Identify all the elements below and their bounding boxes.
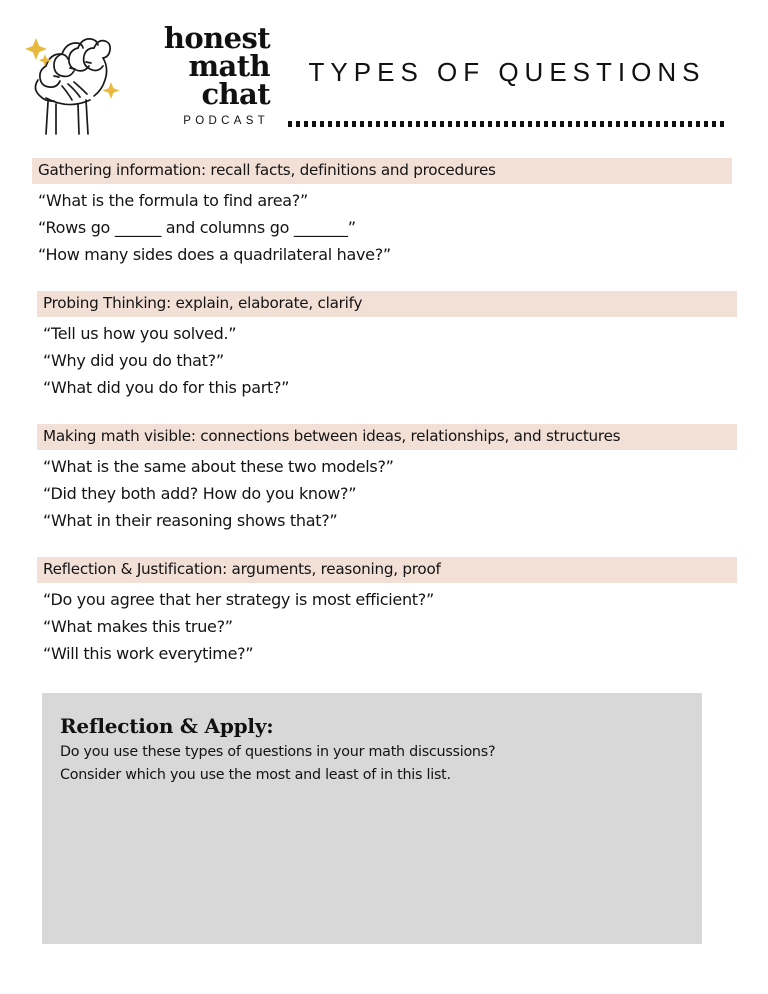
question-item: “What did you do for this part?” [43,377,290,397]
section-heading-bar [37,291,737,317]
reflection-line: Consider which you use the most and least of in this list. [60,767,451,783]
question-item: “How many sides does a quadrilateral have?” [38,244,391,264]
reflection-line: Do you use these types of questions in your math discussions? [60,744,496,760]
section-probing-thinking [37,291,737,401]
question-item: “Do you agree that her strategy is most efficient?” [43,590,434,609]
page-title: TYPES OF QUESTIONS [308,57,706,87]
logo-wordmark [124,22,270,138]
question-item: “Will this work everytime?” [43,643,254,663]
raised-fist-icon [16,24,122,136]
question-list [32,188,732,268]
logo-line-1: honest [163,21,270,55]
logo-line-2: math [188,49,270,84]
reflection-body [42,738,702,787]
question-list [37,321,737,401]
section-heading-text: Probing Thinking: explain, elaborate, clarify [43,294,363,313]
logo-line-3: chat [201,77,270,112]
question-item: “What is the formula to find area?” [38,191,308,210]
section-heading-text: Gathering information: recall facts, definitions and procedures [38,161,496,180]
reflection-apply-box [42,693,702,944]
question-item: “Why did you do that?” [43,350,224,370]
question-item: “Tell us how you solved.” [43,324,237,343]
question-item: “What makes this true?” [43,616,233,636]
question-list [37,587,737,667]
question-list [37,454,737,534]
page-header [0,0,768,150]
section-heading-text: Making math visible: connections between ideas, relationships, and structures [43,427,621,446]
question-item: “Did they both add? How do you know?” [43,483,357,503]
question-item: “What in their reasoning shows that?” [43,510,338,530]
section-heading-bar [37,424,737,450]
section-heading-bar [37,557,737,583]
question-item: “What is the same about these two models?” [43,457,394,476]
section-making-math-visible [37,424,737,534]
section-reflection-justification [37,557,737,667]
reflection-title: Reflection & Apply: [60,714,274,738]
section-gathering-information [32,158,732,268]
section-heading-bar [32,158,732,184]
title-dotted-divider [288,121,725,127]
logo-tagline: PODCAST [183,115,269,128]
question-item: “Rows go ______ and columns go _______” [38,217,356,237]
podcast-logo [16,21,270,138]
section-heading-text: Reflection & Justification: arguments, reasoning, proof [43,560,441,579]
